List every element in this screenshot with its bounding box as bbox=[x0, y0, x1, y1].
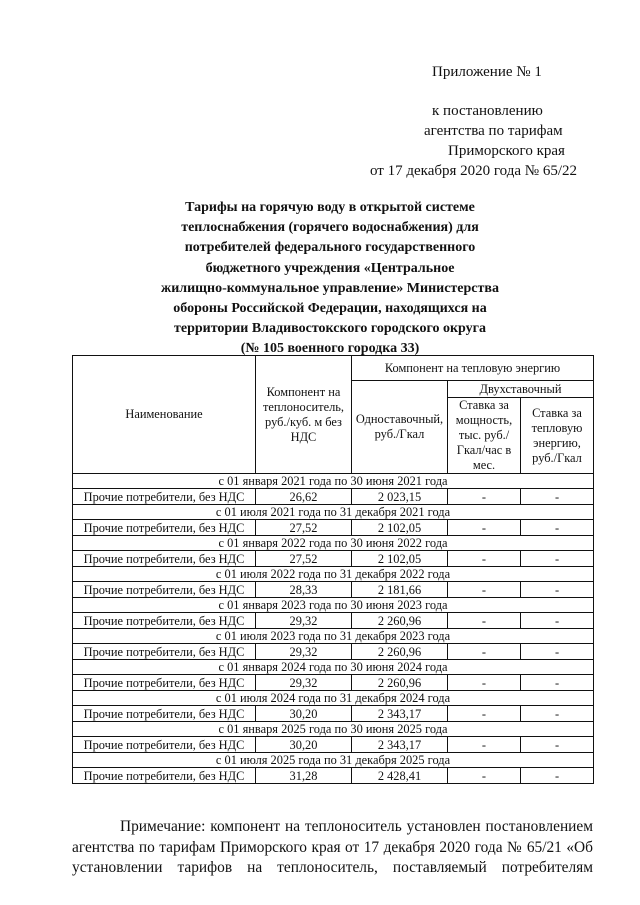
cell-capacity: - bbox=[448, 582, 521, 598]
cell-carrier: 29,32 bbox=[256, 644, 352, 660]
cell-single: 2 343,17 bbox=[352, 706, 448, 722]
period-label: с 01 июля 2023 года по 31 декабря 2023 года bbox=[73, 629, 594, 644]
heading-line: жилищно-коммунальное управление» Министерства bbox=[161, 280, 499, 296]
cell-name: Прочие потребители, без НДС bbox=[73, 551, 256, 567]
cell-name: Прочие потребители, без НДС bbox=[73, 706, 256, 722]
heading-line: территории Владивостокского городского округа bbox=[174, 321, 486, 337]
header-single-rate: Одноставочный, руб./Гкал bbox=[352, 381, 448, 474]
cell-carrier: 30,20 bbox=[256, 706, 352, 722]
table-row bbox=[73, 737, 594, 753]
heading-line: (№ 105 военного городка 33) bbox=[240, 341, 420, 357]
table-row bbox=[73, 675, 594, 691]
cell-energy-rate: - bbox=[521, 768, 594, 784]
appendix-line: к постановлению bbox=[432, 103, 543, 119]
period-row bbox=[73, 474, 594, 489]
header-two-part-rate: Двухставочный bbox=[448, 381, 594, 398]
table-row bbox=[73, 489, 594, 505]
cell-carrier: 27,52 bbox=[256, 551, 352, 567]
cell-capacity: - bbox=[448, 675, 521, 691]
appendix-line: Приморского края bbox=[448, 143, 565, 159]
cell-energy-rate: - bbox=[521, 582, 594, 598]
cell-single: 2 260,96 bbox=[352, 675, 448, 691]
cell-capacity: - bbox=[448, 489, 521, 505]
header-capacity-rate: Ставка за мощность, тыс. руб./Гкал/час в мес. bbox=[448, 398, 521, 474]
period-label: с 01 января 2023 года по 30 июня 2023 года bbox=[73, 598, 594, 613]
heading-line: бюджетного учреждения «Центральное bbox=[205, 260, 455, 276]
cell-energy-rate: - bbox=[521, 737, 594, 753]
cell-name: Прочие потребители, без НДС bbox=[73, 675, 256, 691]
period-label: с 01 января 2024 года по 30 июня 2024 года bbox=[73, 660, 594, 675]
period-row bbox=[73, 598, 594, 613]
note-line: агентства по тарифам Приморского края от 17 декабря 2020 года № 65/21 «Об bbox=[72, 838, 593, 856]
period-row bbox=[73, 722, 594, 737]
cell-carrier: 29,32 bbox=[256, 613, 352, 629]
note-paragraph bbox=[72, 817, 593, 879]
table-row bbox=[73, 520, 594, 536]
table-row bbox=[73, 706, 594, 722]
cell-name: Прочие потребители, без НДС bbox=[73, 613, 256, 629]
header-energy-component: Компонент на тепловую энергию bbox=[352, 356, 594, 381]
period-label: с 01 января 2022 года по 30 июня 2022 года bbox=[73, 536, 594, 551]
note-line: Примечание: компонент на теплоноситель установлен постановлением bbox=[120, 818, 593, 835]
cell-energy-rate: - bbox=[521, 644, 594, 660]
header-name: Наименование bbox=[73, 356, 256, 474]
note-line: установлении тарифов на теплоноситель, поставляемый потребителям bbox=[72, 859, 593, 876]
cell-energy-rate: - bbox=[521, 675, 594, 691]
cell-capacity: - bbox=[448, 644, 521, 660]
appendix-title: Приложение № 1 bbox=[432, 64, 542, 80]
cell-single: 2 260,96 bbox=[352, 644, 448, 660]
table-row bbox=[73, 644, 594, 660]
heading-line: теплоснабжения (горячего водоснабжения) для bbox=[181, 220, 479, 236]
cell-single: 2 260,96 bbox=[352, 613, 448, 629]
heading-line: Тарифы на горячую воду в открытой системе bbox=[185, 200, 475, 215]
cell-capacity: - bbox=[448, 706, 521, 722]
cell-carrier: 27,52 bbox=[256, 520, 352, 536]
period-label: с 01 июля 2025 года по 31 декабря 2025 года bbox=[73, 753, 594, 768]
cell-energy-rate: - bbox=[521, 489, 594, 505]
cell-single: 2 102,05 bbox=[352, 520, 448, 536]
cell-single: 2 343,17 bbox=[352, 737, 448, 753]
period-label: с 01 января 2021 года по 30 июня 2021 года bbox=[73, 474, 594, 489]
period-row bbox=[73, 536, 594, 551]
period-label: с 01 июля 2021 года по 31 декабря 2021 года bbox=[73, 505, 594, 520]
cell-name: Прочие потребители, без НДС bbox=[73, 768, 256, 784]
cell-carrier: 29,32 bbox=[256, 675, 352, 691]
cell-single: 2 102,05 bbox=[352, 551, 448, 567]
period-label: с 01 января 2025 года по 30 июня 2025 года bbox=[73, 722, 594, 737]
cell-energy-rate: - bbox=[521, 551, 594, 567]
period-row bbox=[73, 691, 594, 706]
period-label: с 01 июля 2022 года по 31 декабря 2022 года bbox=[73, 567, 594, 582]
cell-capacity: - bbox=[448, 551, 521, 567]
cell-energy-rate: - bbox=[521, 520, 594, 536]
cell-single: 2 181,66 bbox=[352, 582, 448, 598]
header-carrier-component: Компонент на теплоноситель, руб./куб. м без НДС bbox=[256, 356, 352, 474]
period-row bbox=[73, 505, 594, 520]
heading-line: обороны Российской Федерации, находящихся на bbox=[173, 301, 487, 317]
cell-name: Прочие потребители, без НДС bbox=[73, 520, 256, 536]
cell-single: 2 428,41 bbox=[352, 768, 448, 784]
cell-energy-rate: - bbox=[521, 613, 594, 629]
tariffs-table bbox=[72, 355, 594, 784]
cell-capacity: - bbox=[448, 613, 521, 629]
header-energy-rate: Ставка за тепловую энергию, руб./Гкал bbox=[521, 398, 594, 474]
table-row bbox=[73, 551, 594, 567]
cell-carrier: 30,20 bbox=[256, 737, 352, 753]
document-heading bbox=[140, 198, 520, 360]
cell-single: 2 023,15 bbox=[352, 489, 448, 505]
appendix-line: агентства по тарифам bbox=[424, 123, 563, 139]
period-row bbox=[73, 660, 594, 675]
table-row bbox=[73, 582, 594, 598]
cell-name: Прочие потребители, без НДС bbox=[73, 582, 256, 598]
period-label: с 01 июля 2024 года по 31 декабря 2024 года bbox=[73, 691, 594, 706]
cell-carrier: 31,28 bbox=[256, 768, 352, 784]
period-row bbox=[73, 629, 594, 644]
cell-capacity: - bbox=[448, 768, 521, 784]
period-row bbox=[73, 567, 594, 582]
cell-capacity: - bbox=[448, 520, 521, 536]
cell-name: Прочие потребители, без НДС bbox=[73, 737, 256, 753]
cell-name: Прочие потребители, без НДС bbox=[73, 489, 256, 505]
tariffs-body bbox=[73, 474, 594, 784]
cell-capacity: - bbox=[448, 737, 521, 753]
appendix-line: от 17 декабря 2020 года № 65/22 bbox=[370, 163, 578, 179]
table-row bbox=[73, 613, 594, 629]
period-row bbox=[73, 753, 594, 768]
table-row bbox=[73, 768, 594, 784]
cell-carrier: 26,62 bbox=[256, 489, 352, 505]
cell-energy-rate: - bbox=[521, 706, 594, 722]
cell-name: Прочие потребители, без НДС bbox=[73, 644, 256, 660]
cell-carrier: 28,33 bbox=[256, 582, 352, 598]
heading-line: потребителей федерального государственного bbox=[184, 240, 476, 256]
